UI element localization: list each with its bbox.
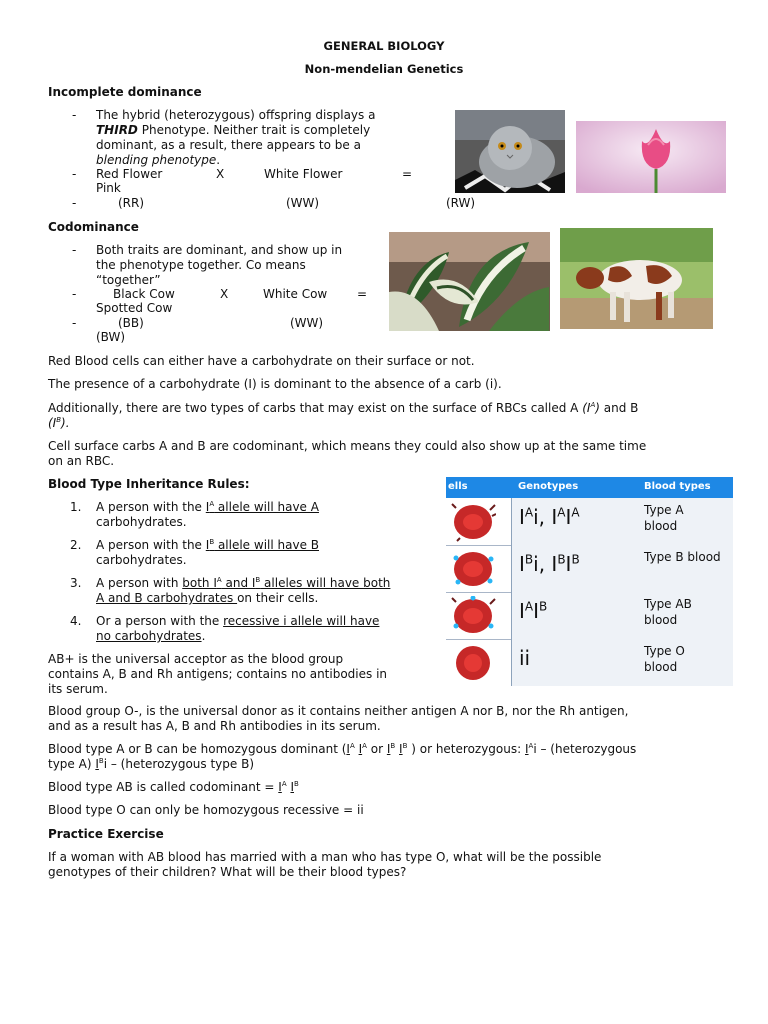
or-text: or [370, 742, 384, 756]
table-row-b [446, 545, 733, 593]
ib-close: ). [61, 416, 70, 430]
and-b-text: and B [603, 401, 639, 415]
codominant-ab-paragraph [48, 780, 708, 795]
geno-sup: B [539, 599, 548, 614]
allele-sup: B [98, 757, 104, 765]
rule-sup: B [209, 538, 215, 546]
plant-photo [389, 232, 550, 331]
period: . [216, 153, 221, 167]
allele-sup: A [349, 742, 355, 750]
rule-line-2: carbohydrates. [96, 553, 187, 567]
recessive-paragraph: Blood type O can only be homozygous recessive = ii [48, 803, 364, 817]
geno-ww: (WW) [286, 196, 320, 210]
blood-type-cell [638, 639, 733, 686]
incomplete-bullet-1 [72, 108, 432, 168]
allele-sup: A [528, 742, 534, 750]
o-line-1: Blood group O-, is the universal donor as it contains neither antigen A nor B, nor the Rh antigen, [48, 704, 629, 718]
codominance-genotypes [72, 316, 392, 346]
genotype-cell [511, 545, 639, 592]
rule-number: 1. [70, 500, 82, 514]
homo-line-2 [48, 757, 708, 772]
codominance-heading: Codominance [48, 220, 139, 234]
rbc-o-icon [450, 643, 496, 683]
geno-part: I [533, 599, 540, 623]
allele-sup: A [362, 742, 367, 750]
table-row-a [446, 498, 733, 546]
geno-part: I [519, 599, 525, 623]
ia-sup: A [590, 401, 596, 409]
codominance-cross [72, 287, 392, 317]
incomplete-heading: Incomplete dominance [48, 85, 202, 99]
allele-i: I [386, 742, 391, 756]
geno-rw: (RW) [446, 196, 476, 210]
blood-type-table [446, 477, 733, 685]
geno-sup: A [571, 505, 580, 520]
blood-type-a: Type A blood [644, 503, 684, 533]
codominance-line-1: Both traits are dominant, and show up in [96, 243, 343, 257]
blood-type-b: Type B blood [644, 550, 721, 564]
rbc-b-antigen-icon [450, 549, 496, 589]
carbs-text: Additionally, there are two types of carbs that may exist on the surface of RBCs called A [48, 401, 579, 415]
geno-sup: A [557, 505, 566, 520]
ab-acceptor-paragraph [48, 652, 438, 697]
rule-line-2: on their cells. [237, 591, 319, 605]
blending-text: blending phenotype [96, 153, 217, 167]
rule-underlined: recessive i allele will have [223, 614, 380, 628]
homo-text: type A) [48, 757, 92, 771]
header-cells: ells [448, 481, 468, 492]
rule-sup: A [216, 576, 222, 584]
allele-i: I [290, 780, 294, 794]
rule-line-2: carbohydrates. [96, 515, 187, 529]
o-line-2: and as a result has A, B and Rh antibodies in its serum. [48, 719, 381, 733]
cross-red-flower: Red Flower [96, 167, 163, 181]
practice-question [48, 850, 708, 880]
incomplete-line-4 [96, 153, 436, 168]
allele-sup: B [402, 742, 408, 750]
rule-text: Or a person with the [96, 614, 224, 628]
blood-type-cell [638, 545, 733, 592]
header-genotypes: Genotypes [518, 481, 579, 492]
geno-part: I [565, 552, 572, 576]
genotype-ab [519, 599, 547, 624]
dash: - [72, 287, 77, 301]
geno-sup: B [571, 552, 580, 567]
homozygous-paragraph [48, 742, 708, 772]
blood-type-ab: Type AB blood [644, 597, 692, 627]
practice-line-2: genotypes of their children? What will be their blood types? [48, 865, 407, 879]
rule-text: A person with the [96, 538, 206, 552]
geno-part: I [519, 552, 525, 576]
practice-line-1: If a woman with AB blood has married with a man who has type O, what will be the possible [48, 850, 602, 864]
rule-number: 2. [70, 538, 82, 552]
rule-text: A person with [96, 576, 183, 590]
ia-close: ) [595, 401, 600, 415]
geno-sup: B [557, 552, 566, 567]
incomplete-genotypes [72, 196, 492, 212]
genotype-b [519, 552, 580, 577]
cross-equals: = [402, 167, 413, 181]
third-text: THIRD [96, 123, 138, 137]
rule-allele: both I [182, 576, 217, 590]
carbs-paragraph [48, 401, 708, 431]
rule-line-2-underlined: A and B carbohydrates [96, 591, 238, 605]
rule-line-2: . [201, 629, 206, 643]
table-row-ab [446, 592, 733, 640]
allele-i: I [346, 742, 350, 756]
cross-pink: Pink [96, 181, 121, 195]
rbc-a-antigen-icon [450, 502, 496, 542]
codominant-line-2: on an RBC. [48, 454, 115, 468]
codominance-bullet-1 [72, 243, 392, 289]
tulip-photo [576, 121, 726, 193]
dash: - [72, 243, 77, 257]
dash: - [72, 196, 77, 210]
rules-heading: Blood Type Inheritance Rules: [48, 477, 250, 491]
ib-sup: B [56, 416, 62, 424]
rule-number: 4. [70, 614, 82, 628]
phenotype-text: Phenotype. Neither trait is completely [137, 123, 371, 137]
genotype-a [519, 505, 580, 530]
allele-sup: B [294, 780, 299, 788]
geno-part: i, I [533, 552, 558, 576]
blood-type-o: Type O blood [644, 644, 685, 674]
incomplete-line-2 [96, 123, 436, 138]
page-title: GENERAL BIOLOGY [323, 39, 445, 53]
allele-i: I [525, 742, 529, 756]
homo-line-1 [48, 742, 708, 757]
ab-line-2: contains A, B and Rh antigens; contains no antibodies in [48, 667, 388, 681]
genotype-o: ii [519, 646, 531, 670]
rule-underlined: and I [221, 576, 256, 590]
cow-photo [560, 228, 713, 329]
rule-allele: I [205, 538, 210, 552]
allele-i: I [399, 742, 403, 756]
cross-equals: = [357, 287, 368, 301]
dominance-paragraph: The presence of a carbohydrate (I) is dominant to the absence of a carb (i). [48, 377, 502, 391]
geno-bb: (BB) [118, 316, 144, 330]
page-subtitle: Non-mendelian Genetics [304, 62, 464, 76]
codominance-line-3: “together” [96, 273, 161, 287]
allele-sup: A [281, 780, 287, 788]
geno-part: I [565, 505, 572, 529]
rule-line-2-underlined: no carbohydrates [96, 629, 202, 643]
ab-line-1: AB+ is the universal acceptor as the blood group [48, 652, 344, 666]
dash: - [72, 167, 77, 181]
codominance-line-2: the phenotype together. Co means [96, 258, 306, 272]
geno-ww: (WW) [290, 316, 324, 330]
header-blood-types: Blood types [644, 481, 711, 492]
ab-line-3: its serum. [48, 682, 108, 696]
homo-text: Blood type A or B can be homozygous dominant ( [48, 742, 347, 756]
rbc-ab-antigen-icon [450, 596, 496, 636]
geno-sup: A [524, 505, 534, 520]
ia-open: (I [582, 401, 591, 415]
genotype-cell [511, 639, 639, 686]
cross-black-cow: Black Cow [113, 287, 175, 301]
allele-sup: B [390, 742, 396, 750]
rule-underlined: allele will have B [214, 538, 319, 552]
codominant-carbs-paragraph [48, 439, 708, 469]
cross-x: X [216, 167, 225, 181]
rule-number: 3. [70, 576, 82, 590]
allele-i: I [278, 780, 282, 794]
geno-rr: (RR) [118, 196, 145, 210]
rule-underlined: allele will have A [214, 500, 319, 514]
cross-x: X [220, 287, 229, 301]
dash: - [72, 316, 77, 330]
allele-i: I [95, 757, 99, 771]
genotype-cell [511, 592, 639, 639]
incomplete-cross [72, 167, 432, 197]
rule-allele: I [205, 500, 210, 514]
geno-bw: (BW) [96, 330, 126, 344]
table-header [446, 477, 733, 498]
codominant-text: Blood type AB is called codominant = [48, 780, 275, 794]
o-donor-paragraph [48, 704, 708, 734]
codominant-line-1: Cell surface carbs A and B are codominant, which means they could also show up at the same time [48, 439, 647, 453]
cat-photo [455, 110, 565, 193]
rule-sup: A [209, 500, 215, 508]
practice-heading: Practice Exercise [48, 827, 164, 841]
geno-part: I [519, 505, 525, 529]
homo-text: i – (heterozygous [533, 742, 637, 756]
geno-sup: A [524, 599, 534, 614]
rule-text: A person with the [96, 500, 206, 514]
table-row-o [446, 639, 733, 686]
rbc-paragraph: Red Blood cells can either have a carbohydrate on their surface or not. [48, 354, 475, 368]
dash: - [72, 108, 77, 122]
rule-sup-2: B [255, 576, 261, 584]
geno-sup: B [524, 552, 534, 567]
blood-type-cell [638, 498, 733, 545]
cross-white-flower: White Flower [264, 167, 343, 181]
geno-part: i, I [533, 505, 558, 529]
allele-i: I [358, 742, 363, 756]
ib-open: (I [48, 416, 57, 430]
cross-spotted-cow: Spotted Cow [96, 301, 173, 315]
incomplete-line-3: dominant, as a result, there appears to be a [96, 138, 361, 152]
blood-type-cell [638, 592, 733, 639]
homo-text: i – (heterozygous type B) [103, 757, 255, 771]
rule-underlined-2: alleles will have both [260, 576, 391, 590]
cross-white-cow: White Cow [263, 287, 328, 301]
homo-text: ) or heterozygous: [411, 742, 522, 756]
genotype-cell [511, 498, 639, 545]
incomplete-line-1: The hybrid (heterozygous) offspring displays a [96, 108, 376, 122]
